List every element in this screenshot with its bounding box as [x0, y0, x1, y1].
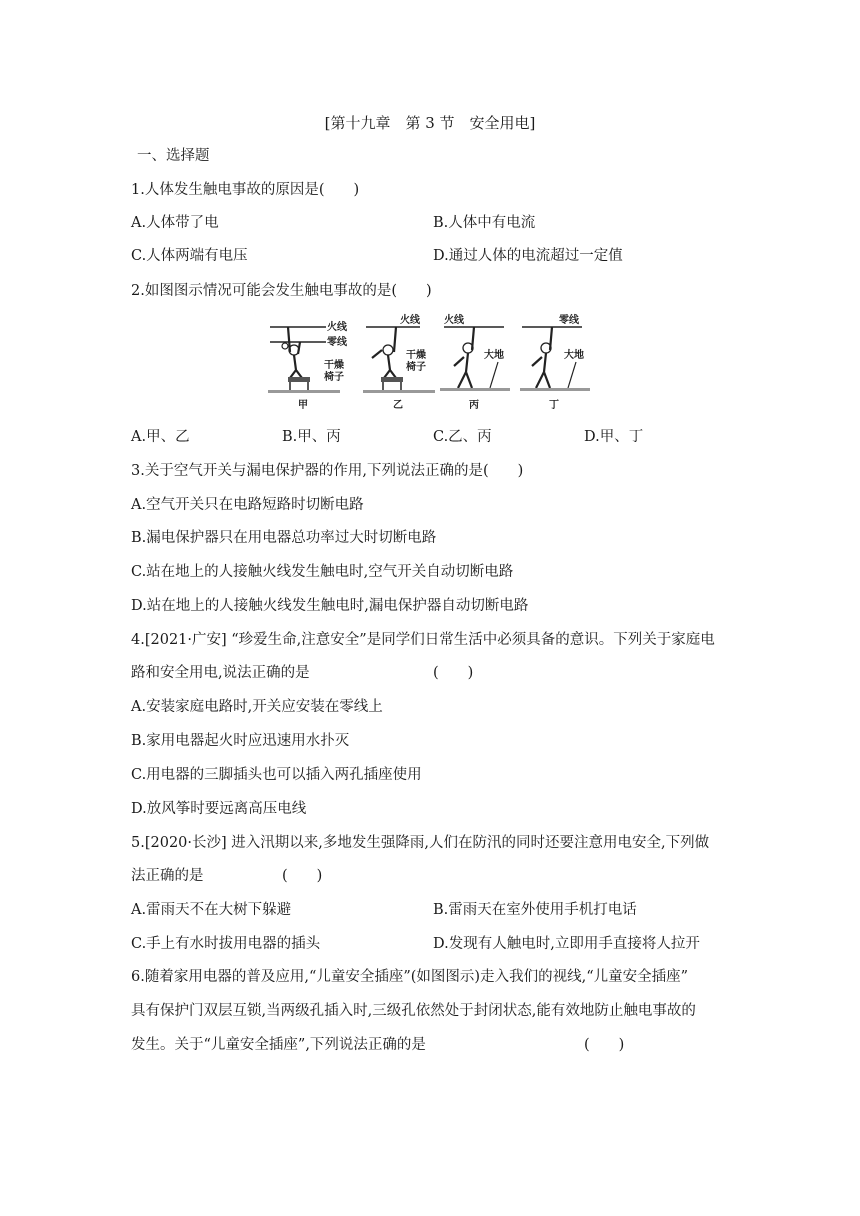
q4-option-b: B.家用电器起火时应迅速用水扑灭	[131, 733, 350, 749]
q5-option-d: D.发现有人触电时,立即用手直接将人拉开	[433, 936, 700, 952]
q5-option-b: B.雷雨天在室外使用手机打电话	[433, 902, 637, 918]
section-heading: 一、选择题	[137, 148, 210, 164]
q1-option-b: B.人体中有电流	[433, 215, 536, 231]
caption-bing: 丙	[469, 400, 479, 411]
q2-option-c: C.乙、丙	[433, 429, 492, 445]
q3-option-b: B.漏电保护器只在用电器总功率过大时切断电路	[131, 530, 437, 546]
label-ding-earth: 大地	[564, 350, 584, 361]
label-bing-fire: 火线	[444, 315, 464, 326]
q4-option-d: D.放风筝时要远离高压电线	[131, 801, 307, 817]
panel-bing	[440, 313, 510, 411]
caption-yi: 乙	[393, 400, 403, 411]
q4-option-a: A.安装家庭电路时,开关应安装在零线上	[131, 699, 383, 715]
q1-stem: 1.人体发生触电事故的原因是( )	[131, 182, 360, 198]
q6-stem-line2: 具有保护门双层互锁,当两级孔插入时,三级孔依然处于封闭状态,能有效地防止触电事故的	[131, 1003, 696, 1019]
q1-option-a: A.人体带了电	[131, 215, 219, 231]
q5-stem-line2: 法正确的是	[131, 868, 204, 884]
q6-stem-line3: 发生。关于“儿童安全插座”,下列说法正确的是	[131, 1037, 426, 1053]
q3-option-d: D.站在地上的人接触火线发生触电时,漏电保护器自动切断电路	[131, 598, 529, 614]
q5-answer-paren: ( )	[282, 868, 323, 884]
q6-stem-line1: 6.随着家用电器的普及应用,“儿童安全插座”(如图图示)走入我们的视线,“儿童安全插座”	[131, 969, 689, 985]
label-jia-dry: 干燥	[324, 360, 344, 371]
caption-jia: 甲	[298, 400, 308, 411]
panel-ding	[520, 313, 590, 411]
q4-option-c: C.用电器的三脚插头也可以插入两孔插座使用	[131, 767, 422, 783]
q4-stem-line2: 路和安全用电,说法正确的是	[131, 665, 310, 681]
electric-shock-figure	[268, 312, 598, 412]
q3-stem: 3.关于空气开关与漏电保护器的作用,下列说法正确的是( )	[131, 463, 524, 479]
q2-stem: 2.如图图示情况可能会发生触电事故的是( )	[131, 283, 432, 299]
q4-answer-paren: ( )	[433, 665, 474, 681]
label-jia-neutral: 零线	[327, 337, 347, 348]
label-yi-fire: 火线	[400, 315, 420, 326]
q3-option-a: A.空气开关只在电路短路时切断电路	[131, 497, 364, 513]
q2-option-d: D.甲、丁	[584, 429, 644, 445]
page-title: [第十九章 第 3 节 安全用电]	[324, 114, 536, 132]
q1-option-c: C.人体两端有电压	[131, 248, 248, 264]
q2-option-b: B.甲、丙	[282, 429, 341, 445]
label-jia-fire: 火线	[327, 322, 347, 333]
q2-option-a: A.甲、乙	[131, 429, 190, 445]
q5-stem-line1: 5.[2020·长沙] 进入汛期以来,多地发生强降雨,人们在防汛的同时还要注意用电安全,下列做	[131, 835, 710, 851]
panel-yi	[363, 313, 435, 411]
q5-option-c: C.手上有水时拔用电器的插头	[131, 936, 321, 952]
panel-jia	[268, 320, 348, 411]
figure-svg	[268, 312, 598, 412]
label-jia-chair: 椅子	[324, 372, 344, 383]
label-bing-earth: 大地	[484, 350, 504, 361]
q6-answer-paren: ( )	[584, 1037, 625, 1053]
q3-option-c: C.站在地上的人接触火线发生触电时,空气开关自动切断电路	[131, 564, 514, 580]
label-yi-chair: 椅子	[406, 362, 426, 373]
q5-option-a: A.雷雨天不在大树下躲避	[131, 902, 292, 918]
label-ding-neutral: 零线	[559, 315, 579, 326]
q1-option-d: D.通过人体的电流超过一定值	[433, 248, 623, 264]
label-yi-dry: 干燥	[406, 350, 426, 361]
caption-ding: 丁	[549, 400, 559, 411]
q4-stem-line1: 4.[2021·广安] “珍爱生命,注意安全”是同学们日常生活中必须具备的意识。下列关于家庭电	[131, 632, 715, 648]
